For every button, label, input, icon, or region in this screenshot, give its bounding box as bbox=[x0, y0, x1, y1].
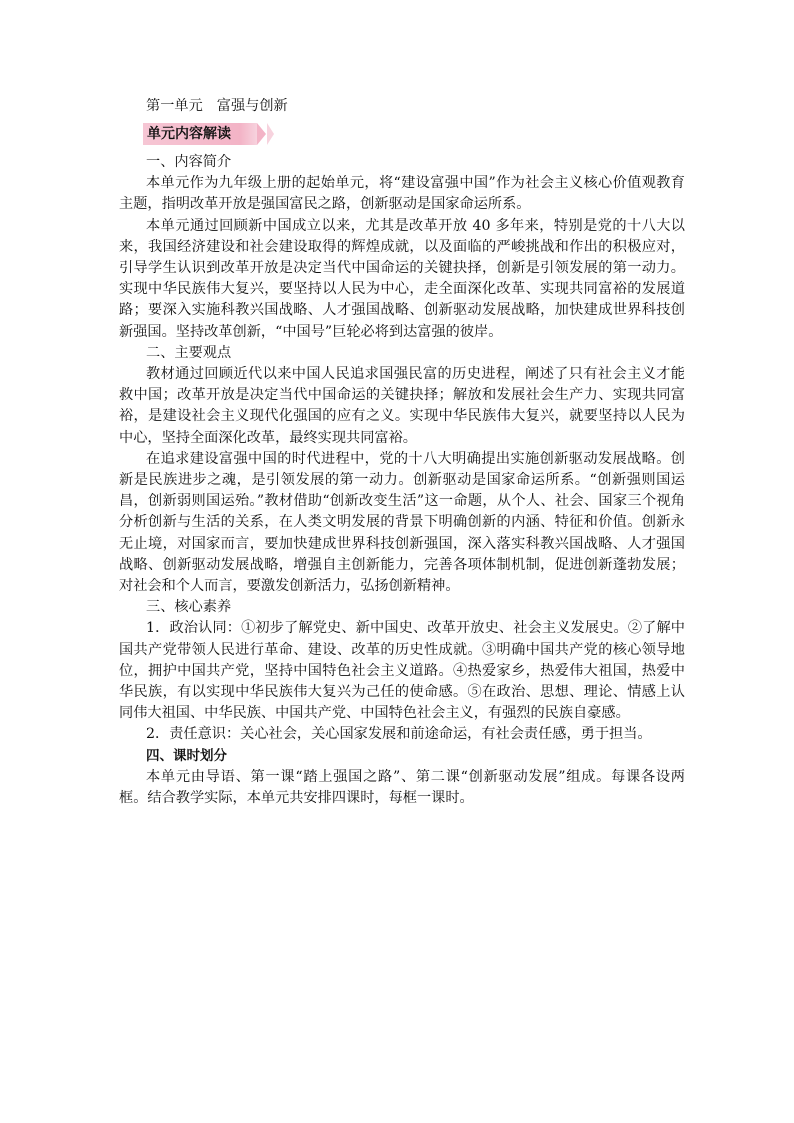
unit-name: 富强与创新 bbox=[216, 98, 288, 114]
paragraph: 本单元由导语、第一课“踏上强国之路”、第二课“创新驱动发展”组成。每课各设两框。结合教学实际，本单元共安排四课时，每框一课时。 bbox=[119, 768, 685, 807]
heading-lesson-division: 四、课时划分 bbox=[146, 747, 227, 764]
unit-number: 第一单元 bbox=[146, 98, 203, 114]
paragraph: 教材通过回顾近代以来中国人民追求国强民富的历史进程，阐述了只有社会主义才能救中国；改革开放是决定当代中国命运的关键抉择；解放和发展社会生产力、实现共同富裕，是建设社会主义现代化强国的应有之义。实现中华民族伟大复兴，就要坚持以人民为中心，坚持全面深化改革，最终实现共同富裕。 bbox=[119, 366, 685, 446]
banner-arrow-icon-2 bbox=[267, 123, 274, 145]
paragraph: 本单元作为九年级上册的起始单元，将“建设富强中国”作为社会主义核心价值观教育主题，指明改革开放是强国富民之路，创新驱动是国家命运所系。 bbox=[119, 175, 685, 213]
paragraph: 2．责任意识：关心社会，关心国家发展和前途命运，有社会责任感，勇于担当。 bbox=[146, 726, 652, 743]
paragraph: 本单元通过回顾新中国成立以来，尤其是改革开放 40 多年来，特别是党的十八大以来，我国经济建设和社会建设取得的辉煌成就，以及面临的严峻挑战和作出的积极应对，引导学生认识到改革开放是决定当代中国命运的关键抉择，创新是引领发展的第一动力。实现中华民族伟大复兴，要坚持以人民为中心，走全面深化改革、实现共同富裕的发展道路；要深入实施科教兴国战略、人才强国战略、创新驱动发展战略，加快建成世界科技创新强国。坚持改革创新，“中国号”巨轮必将到达富强的彼岸。 bbox=[119, 217, 685, 340]
heading-core-literacy: 三、核心素养 bbox=[146, 599, 232, 616]
unit-title bbox=[146, 95, 685, 117]
paragraph: 在追求建设富强中国的时代进程中，党的十八大明确提出实施创新驱动发展战略。创新是民族进步之魂，是引领发展的第一动力。创新驱动是国家命运所系。“创新强则国运昌，创新弱则国运殆。”教材借助“创新改变生活”这一命题，从个人、社会、国家三个视角分析创新与生活的关系，在人类文明发展的背景下明确创新的内涵、特征和价值。创新永无止境，对国家而言，要加快建成世界科技创新强国，深入落实科教兴国战略、人才强国战略、创新驱动发展战略，增强自主创新能力，完善各项体制机制，促进创新蓬勃发展；对社会和个人而言，要激发创新活力，弘扬创新精神。 bbox=[119, 450, 685, 595]
banner-arrow-icon bbox=[257, 123, 266, 145]
paragraph: 1．政治认同：①初步了解党史、新中国史、改革开放史、社会主义发展史。②了解中国共产党带领人民进行革命、建设、改革的历史性成就。③明确中国共产党的核心领导地位，拥护中国共产党，坚持中国特色社会主义道路。④热爱家乡，热爱伟大祖国，热爱中华民族，有以实现中华民族伟大复兴为己任的使命感。⑤在政治、思想、理论、情感上认同伟大祖国、中华民族、中国共产党、中国特色社会主义，有强烈的民族自豪感。 bbox=[119, 620, 685, 722]
document-content bbox=[119, 95, 685, 809]
banner-label: 单元内容解读 bbox=[147, 126, 231, 142]
heading-main-points: 二、主要观点 bbox=[146, 344, 232, 361]
heading-content-intro: 一、内容简介 bbox=[146, 154, 232, 170]
section-banner bbox=[143, 123, 257, 145]
